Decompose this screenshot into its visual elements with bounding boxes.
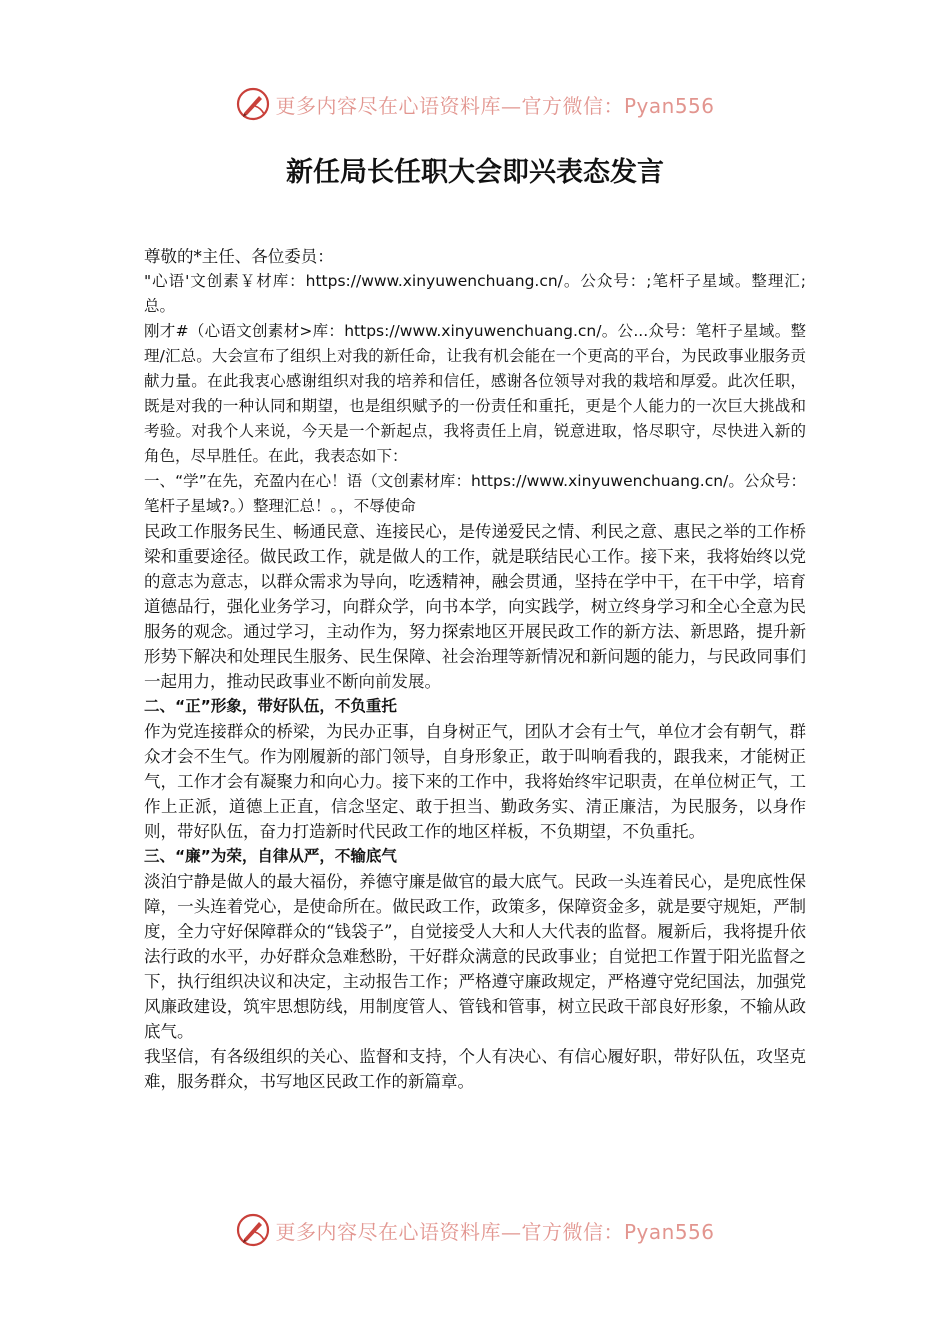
section-body-3: 淡泊宁静是做人的最大福份，养德守廉是做官的最大底气。民政一头连着民心，是兜底性保障，一头连着党心，是使命所在。做民政工作，政策多，保障资金多，就是要守规矩，严制度，全力守好保障群众的“钱袋子”，自觉接受人大和人大代表的监督。履新后，我将提升依法行政的水平，办好群众急难愁盼，干好群众满意的民政事业；自觉把工作置于阳光监督之下，执行组织决议和决定，主动报告工作；严格遵守廉政规定，严格遵守党纪国法，加强党风廉政建设，筑牢思想防线，用制度管人、管钱和管事，树立民政干部良好形象，不输从政底气。	[144, 872, 806, 1041]
pen-logo-icon	[235, 86, 271, 122]
pen-logo-icon	[235, 1212, 271, 1248]
document-title: 新任局长任职大会即兴表态发言	[286, 157, 664, 188]
banner-text: 更多内容尽在心语资料库—官方微信：Pyan556	[275, 93, 715, 118]
section-heading-3: 三、“廉”为荣，自律从严，不输底气	[144, 847, 397, 865]
section-heading-2: 二、“正”形象，带好队伍，不负重托	[144, 697, 397, 715]
header-banner	[0, 84, 950, 124]
section-body-1: 民政工作服务民生、畅通民意、连接民心，是传递爱民之情、利民之意、惠民之举的工作桥梁和重要途径。做民政工作，就是做人的工作，就是联结民心工作。接下来，我将始终以党的意志为意志，以群众需求为导向，吃透精神，融会贯通，坚持在学中干，在干中学，培育道德品行，强化业务学习，向群众学，向书本学，向实践学，树立终身学习和全心全意为民服务的观念。通过学习，主动作为，努力探索地区开展民政工作的新方法、新思路，提升新形势下解决和处理民生服务、民生保障、社会治理等新情况和新问题的能力，与民政同事们一起用力，推动民政事业不断向前发展。	[144, 522, 806, 691]
section-heading-1: 一、“学”在先，充盈内在心！语（文创素材库：https://www.xinyuwenchuang.cn/。公众号：笔杆子星域?。）整理汇总！。，不辱使命	[144, 472, 806, 515]
document-body	[144, 244, 806, 1094]
intro-paragraph: 刚才#（心语文创素材>库：https://www.xinyuwenchuang.cn/。公...众号：笔杆子星域。整理/汇总。大会宣布了组织上对我的新任命，让我有机会能在一个更高的平台，为民政事业服务贡献力量。在此我衷心感谢组织对我的培养和信任，感谢各位领导对我的栽培和厚爱。此次任职，既是对我的一种认同和期望，也是组织赋予的一份责任和重托，更是个人能力的一次巨大挑战和考验。对我个人来说，今天是一个新起点，我将责任上肩，锐意进取，恪尽职守，尽快进入新的角色，尽早胜任。在此，我表态如下：	[144, 322, 806, 465]
closing-paragraph: 我坚信，有各级组织的关心、监督和支持，个人有决心、有信心履好职，带好队伍，攻坚克难，服务群众，书写地区民政工作的新篇章。	[144, 1047, 806, 1091]
greeting: 尊敬的*主任、各位委员：	[144, 247, 334, 266]
source-note: "心语'文创素￥材库：https://www.xinyuwenchuang.cn/。公众号：;笔杆子星域。整理汇;总。	[144, 272, 806, 315]
footer-banner	[0, 1210, 950, 1250]
section-body-2: 作为党连接群众的桥梁，为民办正事，自身树正气，团队才会有士气，单位才会有朝气，群众才会不生气。作为刚履新的部门领导，自身形象正，敢于叫响看我的，跟我来，才能树正气，工作才会有凝聚力和向心力。接下来的工作中，我将始终牢记职责，在单位树正气，工作上正派，道德上正直，信念坚定、敢于担当、勤政务实、清正廉洁，为民服务，以身作则，带好队伍，奋力打造新时代民政工作的地区样板，不负期望，不负重托。	[144, 722, 806, 841]
banner-text: 更多内容尽在心语资料库—官方微信：Pyan556	[275, 1219, 715, 1244]
